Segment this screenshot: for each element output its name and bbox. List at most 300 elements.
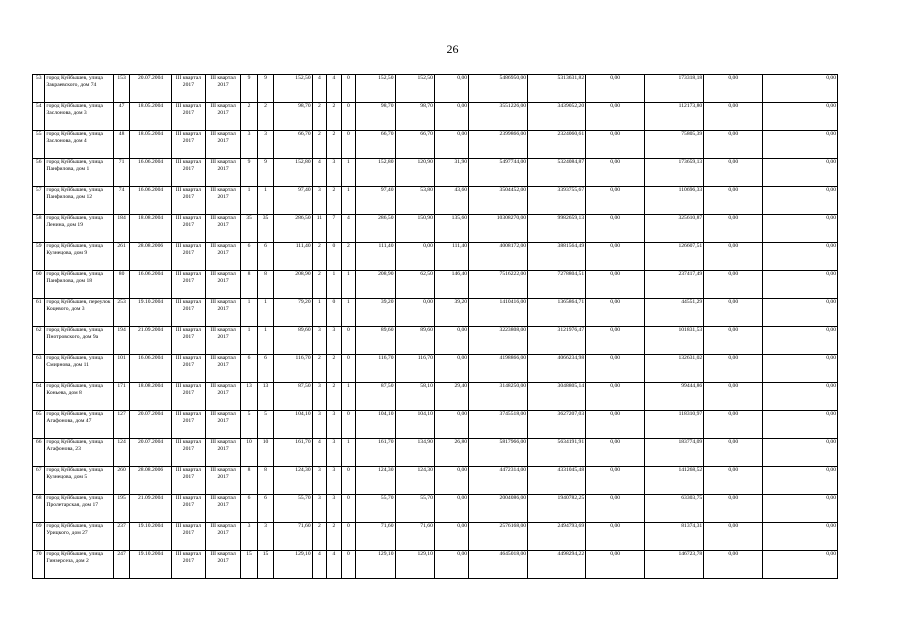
cell-row-number: 58 xyxy=(33,215,45,243)
cell-cost-other: 0,00 xyxy=(763,75,838,103)
cell-cost-local: 173318,18 xyxy=(645,75,704,103)
cell-area-total: 152,50 xyxy=(274,75,312,103)
cell-rooms-private: 4 xyxy=(327,75,342,103)
cell-rooms-total: 4 xyxy=(312,75,327,103)
cell-cost-total: 5817966,00 xyxy=(469,439,528,467)
cell-area-resettled: 286,50 xyxy=(356,215,395,243)
cell-row-number: 61 xyxy=(33,299,45,327)
cell-residents-relocated: 9 xyxy=(257,75,274,103)
cell-plan-end: III квартал 2017 xyxy=(205,495,240,523)
cell-cost-fund: 7278804,51 xyxy=(528,271,586,299)
cell-rooms-total: 2 xyxy=(312,243,327,271)
cell-area-private: 89,60 xyxy=(395,327,434,355)
cell-plan-end: III квартал 2017 xyxy=(205,355,240,383)
cell-area-municipal: 135,60 xyxy=(434,215,468,243)
cell-residents-relocated: 3 xyxy=(257,131,274,159)
cell-area-private: 66,70 xyxy=(395,131,434,159)
cell-address: город Куйбышев, улица Заслонова, дом 4 xyxy=(45,131,113,159)
cell-cost-local: 44551,29 xyxy=(645,299,704,327)
cell-doc-number: 48 xyxy=(113,131,130,159)
cell-cost-other: 0,00 xyxy=(763,327,838,355)
cell-rooms-private: 7 xyxy=(327,215,342,243)
cell-cost-regional: 0,00 xyxy=(586,243,645,271)
cell-row-number: 63 xyxy=(33,355,45,383)
cell-plan-start: III квартал 2017 xyxy=(171,131,205,159)
cell-cost-regional: 0,00 xyxy=(586,439,645,467)
cell-residents-relocated: 9 xyxy=(257,159,274,187)
cell-cost-extra: 0,00 xyxy=(704,355,763,383)
cell-cost-local: 99444,86 xyxy=(645,383,704,411)
cell-row-number: 66 xyxy=(33,439,45,467)
cell-cost-fund: 3439052,20 xyxy=(528,103,586,131)
cell-cost-total: 3551226,00 xyxy=(469,103,528,131)
cell-residents-planned: 8 xyxy=(241,467,258,495)
cell-residents-planned: 3 xyxy=(241,523,258,551)
cell-cost-other: 0,00 xyxy=(763,411,838,439)
cell-cost-regional: 0,00 xyxy=(586,187,645,215)
cell-cost-fund: 2324060,61 xyxy=(528,131,586,159)
table-row xyxy=(33,103,838,131)
cell-cost-regional: 0,00 xyxy=(586,131,645,159)
cell-address: город Куйбышев, улица Агафонова, дом 47 xyxy=(45,411,113,439)
cell-cost-regional: 0,00 xyxy=(586,355,645,383)
cell-cost-total: 3223808,00 xyxy=(469,327,528,355)
cell-area-resettled: 97,40 xyxy=(356,187,395,215)
table-row xyxy=(33,299,838,327)
cell-cost-extra: 0,00 xyxy=(704,131,763,159)
cell-cost-total: 2576168,00 xyxy=(469,523,528,551)
table-row xyxy=(33,467,838,495)
cell-residents-relocated: 1 xyxy=(257,327,274,355)
cell-area-total: 152,80 xyxy=(274,159,312,187)
cell-doc-date: 18.08.2004 xyxy=(130,215,171,243)
cell-plan-end: III квартал 2017 xyxy=(205,215,240,243)
cell-rooms-private: 1 xyxy=(327,271,342,299)
cell-doc-number: 153 xyxy=(113,75,130,103)
cell-cost-regional: 0,00 xyxy=(586,495,645,523)
table-row xyxy=(33,75,838,103)
cell-area-resettled: 39,20 xyxy=(356,299,395,327)
cell-cost-local: 132631,02 xyxy=(645,355,704,383)
cell-rooms-municipal: 0 xyxy=(341,131,356,159)
cell-plan-end: III квартал 2017 xyxy=(205,187,240,215)
cell-area-private: 71,60 xyxy=(395,523,434,551)
cell-row-number: 67 xyxy=(33,467,45,495)
cell-plan-end: III квартал 2017 xyxy=(205,159,240,187)
cell-doc-date: 16.06.2004 xyxy=(130,187,171,215)
cell-rooms-total: 2 xyxy=(312,355,327,383)
cell-cost-total: 2399866,00 xyxy=(469,131,528,159)
cell-area-total: 124,30 xyxy=(274,467,312,495)
cell-rooms-municipal: 0 xyxy=(341,411,356,439)
cell-plan-end: III квартал 2017 xyxy=(205,327,240,355)
cell-doc-date: 16.06.2004 xyxy=(130,159,171,187)
cell-cost-total: 4008172,00 xyxy=(469,243,528,271)
cell-area-resettled: 87,50 xyxy=(356,383,395,411)
cell-rooms-private: 3 xyxy=(327,411,342,439)
cell-rooms-private: 2 xyxy=(327,131,342,159)
cell-cost-local: 146723,78 xyxy=(645,551,704,579)
cell-cost-local: 183774,09 xyxy=(645,439,704,467)
cell-area-total: 97,40 xyxy=(274,187,312,215)
cell-cost-fund: 4498294,22 xyxy=(528,551,586,579)
cell-doc-date: 16.06.2004 xyxy=(130,355,171,383)
cell-area-municipal: 0,00 xyxy=(434,75,468,103)
cell-address: город Куйбышев, улица Панфилова, дом 12 xyxy=(45,187,113,215)
cell-cost-regional: 0,00 xyxy=(586,299,645,327)
cell-cost-fund: 3881564,49 xyxy=(528,243,586,271)
cell-cost-fund: 3393755,67 xyxy=(528,187,586,215)
cell-area-total: 111,40 xyxy=(274,243,312,271)
cell-residents-relocated: 13 xyxy=(257,383,274,411)
cell-rooms-private: 2 xyxy=(327,383,342,411)
cell-cost-total: 4645018,00 xyxy=(469,551,528,579)
cell-area-resettled: 152,50 xyxy=(356,75,395,103)
table-row xyxy=(33,187,838,215)
cell-area-total: 116,70 xyxy=(274,355,312,383)
cell-rooms-private: 3 xyxy=(327,439,342,467)
cell-rooms-municipal: 1 xyxy=(341,299,356,327)
cell-doc-number: 101 xyxy=(113,355,130,383)
cell-residents-relocated: 5 xyxy=(257,411,274,439)
cell-area-municipal: 0,00 xyxy=(434,495,468,523)
cell-area-private: 55,70 xyxy=(395,495,434,523)
cell-rooms-municipal: 1 xyxy=(341,439,356,467)
cell-area-municipal: 0,00 xyxy=(434,131,468,159)
cell-address: город Куйбышев, улица Панфилова, дом 18 xyxy=(45,271,113,299)
cell-cost-fund: 3048805,14 xyxy=(528,383,586,411)
cell-plan-start: III квартал 2017 xyxy=(171,159,205,187)
cell-residents-relocated: 6 xyxy=(257,495,274,523)
cell-cost-other: 0,00 xyxy=(763,523,838,551)
cell-plan-start: III квартал 2017 xyxy=(171,187,205,215)
cell-doc-number: 80 xyxy=(113,271,130,299)
cell-area-total: 71,60 xyxy=(274,523,312,551)
cell-area-resettled: 111,40 xyxy=(356,243,395,271)
cell-cost-other: 0,00 xyxy=(763,439,838,467)
cell-row-number: 54 xyxy=(33,103,45,131)
cell-cost-regional: 0,00 xyxy=(586,75,645,103)
cell-residents-planned: 15 xyxy=(241,551,258,579)
cell-address: город Куйбышев, улица Коньева, дом 8 xyxy=(45,383,113,411)
cell-cost-local: 110696,33 xyxy=(645,187,704,215)
cell-residents-relocated: 8 xyxy=(257,467,274,495)
cell-cost-local: 126607,51 xyxy=(645,243,704,271)
cell-residents-planned: 2 xyxy=(241,103,258,131)
cell-row-number: 53 xyxy=(33,75,45,103)
cell-rooms-total: 2 xyxy=(312,131,327,159)
cell-residents-planned: 1 xyxy=(241,299,258,327)
cell-area-resettled: 129,10 xyxy=(356,551,395,579)
cell-cost-extra: 0,00 xyxy=(704,523,763,551)
cell-doc-number: 171 xyxy=(113,383,130,411)
cell-cost-extra: 0,00 xyxy=(704,299,763,327)
cell-address: город Куйбышев, улица Ленина, дом 19 xyxy=(45,215,113,243)
cell-cost-extra: 0,00 xyxy=(704,215,763,243)
cell-plan-start: III квартал 2017 xyxy=(171,215,205,243)
cell-address: город Куйбышев, улица Урицкого, дом 27 xyxy=(45,523,113,551)
cell-rooms-total: 11 xyxy=(312,215,327,243)
cell-rooms-total: 3 xyxy=(312,467,327,495)
cell-cost-other: 0,00 xyxy=(763,355,838,383)
cell-cost-extra: 0,00 xyxy=(704,495,763,523)
cell-row-number: 60 xyxy=(33,271,45,299)
cell-plan-start: III квартал 2017 xyxy=(171,243,205,271)
cell-plan-end: III квартал 2017 xyxy=(205,383,240,411)
cell-residents-planned: 3 xyxy=(241,131,258,159)
cell-cost-extra: 0,00 xyxy=(704,187,763,215)
cell-cost-fund: 5634191,91 xyxy=(528,439,586,467)
cell-cost-other: 0,00 xyxy=(763,271,838,299)
table-row xyxy=(33,355,838,383)
cell-area-municipal: 0,00 xyxy=(434,411,468,439)
cell-plan-start: III квартал 2017 xyxy=(171,439,205,467)
cell-cost-fund: 1940782,25 xyxy=(528,495,586,523)
cell-residents-planned: 1 xyxy=(241,327,258,355)
cell-plan-start: III квартал 2017 xyxy=(171,523,205,551)
cell-cost-regional: 0,00 xyxy=(586,159,645,187)
cell-residents-planned: 9 xyxy=(241,159,258,187)
cell-cost-fund: 4331045,48 xyxy=(528,467,586,495)
cell-cost-local: 237417,49 xyxy=(645,271,704,299)
cell-doc-number: 195 xyxy=(113,495,130,523)
cell-area-municipal: 0,00 xyxy=(434,523,468,551)
cell-doc-number: 74 xyxy=(113,187,130,215)
cell-rooms-municipal: 0 xyxy=(341,495,356,523)
cell-area-resettled: 152,80 xyxy=(356,159,395,187)
cell-doc-number: 260 xyxy=(113,467,130,495)
cell-plan-start: III квартал 2017 xyxy=(171,467,205,495)
cell-row-number: 57 xyxy=(33,187,45,215)
cell-area-municipal: 0,00 xyxy=(434,103,468,131)
cell-cost-extra: 0,00 xyxy=(704,327,763,355)
cell-area-resettled: 104,10 xyxy=(356,411,395,439)
cell-address: город Куйбышев, улица Закраевского, дом 74 xyxy=(45,75,113,103)
cell-cost-extra: 0,00 xyxy=(704,551,763,579)
cell-row-number: 68 xyxy=(33,495,45,523)
cell-area-private: 104,10 xyxy=(395,411,434,439)
cell-cost-local: 325610,87 xyxy=(645,215,704,243)
cell-rooms-total: 1 xyxy=(312,299,327,327)
cell-residents-relocated: 8 xyxy=(257,271,274,299)
cell-rooms-municipal: 0 xyxy=(341,467,356,495)
cell-address: город Куйбышев, улица Агафонова, 23 xyxy=(45,439,113,467)
cell-area-private: 129,10 xyxy=(395,551,434,579)
cell-cost-regional: 0,00 xyxy=(586,523,645,551)
cell-cost-fund: 1365864,71 xyxy=(528,299,586,327)
cell-rooms-private: 3 xyxy=(327,495,342,523)
cell-area-municipal: 43,60 xyxy=(434,187,468,215)
cell-rooms-municipal: 1 xyxy=(341,187,356,215)
cell-cost-extra: 0,00 xyxy=(704,439,763,467)
cell-rooms-municipal: 4 xyxy=(341,215,356,243)
cell-rooms-total: 4 xyxy=(312,159,327,187)
cell-cost-regional: 0,00 xyxy=(586,215,645,243)
cell-address: город Куйбышев, улица Панфилова, дом 1 xyxy=(45,159,113,187)
cell-residents-planned: 10 xyxy=(241,439,258,467)
cell-plan-end: III квартал 2017 xyxy=(205,271,240,299)
table-row xyxy=(33,215,838,243)
cell-residents-planned: 8 xyxy=(241,271,258,299)
cell-rooms-private: 2 xyxy=(327,187,342,215)
cell-cost-fund: 5313631,82 xyxy=(528,75,586,103)
cell-area-private: 58,10 xyxy=(395,383,434,411)
cell-rooms-municipal: 1 xyxy=(341,159,356,187)
cell-address: город Куйбышев, переулок Коцевого, дом 3 xyxy=(45,299,113,327)
cell-rooms-total: 4 xyxy=(312,551,327,579)
cell-rooms-municipal: 0 xyxy=(341,75,356,103)
table-row xyxy=(33,523,838,551)
table-row xyxy=(33,411,838,439)
cell-doc-date: 20.07.2004 xyxy=(130,439,171,467)
cell-cost-local: 101831,53 xyxy=(645,327,704,355)
cell-cost-total: 5497744,00 xyxy=(469,159,528,187)
cell-area-private: 62,50 xyxy=(395,271,434,299)
cell-cost-fund: 4066234,98 xyxy=(528,355,586,383)
cell-rooms-municipal: 1 xyxy=(341,383,356,411)
cell-area-total: 79,20 xyxy=(274,299,312,327)
page-number: 26 xyxy=(446,42,459,56)
cell-cost-total: 10308270,00 xyxy=(469,215,528,243)
cell-doc-date: 19.10.2004 xyxy=(130,551,171,579)
cell-cost-total: 1410416,00 xyxy=(469,299,528,327)
cell-area-municipal: 0,00 xyxy=(434,551,468,579)
cell-doc-number: 184 xyxy=(113,215,130,243)
cell-cost-extra: 0,00 xyxy=(704,75,763,103)
cell-doc-date: 20.07.2004 xyxy=(130,75,171,103)
table-row xyxy=(33,495,838,523)
cell-plan-end: III квартал 2017 xyxy=(205,439,240,467)
cell-area-private: 116,70 xyxy=(395,355,434,383)
cell-doc-date: 19.10.2004 xyxy=(130,299,171,327)
cell-cost-local: 81374,31 xyxy=(645,523,704,551)
cell-cost-extra: 0,00 xyxy=(704,159,763,187)
cell-area-private: 150,90 xyxy=(395,215,434,243)
cell-cost-total: 7516222,00 xyxy=(469,271,528,299)
cell-cost-regional: 0,00 xyxy=(586,467,645,495)
cell-cost-other: 0,00 xyxy=(763,467,838,495)
cell-rooms-private: 2 xyxy=(327,355,342,383)
cell-address: город Куйбышев, улица Пролетарская, дом 17 xyxy=(45,495,113,523)
cell-cost-total: 3745518,00 xyxy=(469,411,528,439)
cell-cost-other: 0,00 xyxy=(763,159,838,187)
cell-cost-regional: 0,00 xyxy=(586,327,645,355)
cell-cost-other: 0,00 xyxy=(763,551,838,579)
cell-residents-relocated: 15 xyxy=(257,551,274,579)
cell-row-number: 62 xyxy=(33,327,45,355)
cell-address: город Куйбышев, улица Смирнова, дом 11 xyxy=(45,355,113,383)
cell-plan-end: III квартал 2017 xyxy=(205,551,240,579)
table-row xyxy=(33,131,838,159)
cell-doc-number: 71 xyxy=(113,159,130,187)
cell-rooms-private: 3 xyxy=(327,159,342,187)
cell-rooms-private: 3 xyxy=(327,327,342,355)
cell-cost-total: 3148250,00 xyxy=(469,383,528,411)
cell-area-total: 66,70 xyxy=(274,131,312,159)
cell-area-resettled: 98,70 xyxy=(356,103,395,131)
cell-plan-start: III квартал 2017 xyxy=(171,299,205,327)
cell-doc-date: 18.05.2004 xyxy=(130,103,171,131)
cell-cost-local: 173659,13 xyxy=(645,159,704,187)
cell-rooms-municipal: 0 xyxy=(341,327,356,355)
cell-area-municipal: 26,80 xyxy=(434,439,468,467)
cell-area-resettled: 124,30 xyxy=(356,467,395,495)
cell-doc-date: 18.08.2004 xyxy=(130,383,171,411)
cell-rooms-total: 3 xyxy=(312,411,327,439)
cell-plan-start: III квартал 2017 xyxy=(171,327,205,355)
cell-cost-other: 0,00 xyxy=(763,299,838,327)
cell-area-total: 208,90 xyxy=(274,271,312,299)
cell-residents-relocated: 35 xyxy=(257,215,274,243)
cell-area-private: 98,70 xyxy=(395,103,434,131)
cell-doc-number: 124 xyxy=(113,439,130,467)
cell-residents-planned: 1 xyxy=(241,187,258,215)
cell-area-total: 98,70 xyxy=(274,103,312,131)
cell-rooms-total: 2 xyxy=(312,523,327,551)
cell-rooms-municipal: 0 xyxy=(341,551,356,579)
cell-area-private: 120,90 xyxy=(395,159,434,187)
cell-cost-extra: 0,00 xyxy=(704,243,763,271)
cell-cost-total: 5486950,00 xyxy=(469,75,528,103)
cell-area-resettled: 89,60 xyxy=(356,327,395,355)
cell-cost-regional: 0,00 xyxy=(586,551,645,579)
cell-plan-start: III квартал 2017 xyxy=(171,75,205,103)
cell-area-private: 0,00 xyxy=(395,299,434,327)
cell-rooms-total: 3 xyxy=(312,327,327,355)
cell-doc-date: 21.09.2004 xyxy=(130,495,171,523)
cell-cost-total: 4198866,00 xyxy=(469,355,528,383)
cell-cost-regional: 0,00 xyxy=(586,271,645,299)
cell-doc-number: 253 xyxy=(113,299,130,327)
cell-rooms-private: 4 xyxy=(327,551,342,579)
cell-area-resettled: 161,70 xyxy=(356,439,395,467)
cell-cost-total: 3504452,00 xyxy=(469,187,528,215)
cell-cost-fund: 3121976,47 xyxy=(528,327,586,355)
cell-residents-relocated: 6 xyxy=(257,355,274,383)
cell-cost-local: 118310,97 xyxy=(645,411,704,439)
cell-plan-start: III квартал 2017 xyxy=(171,551,205,579)
cell-rooms-private: 3 xyxy=(327,467,342,495)
cell-address: город Куйбышев, улица Заслонова, дом 3 xyxy=(45,103,113,131)
table-row xyxy=(33,439,838,467)
cell-doc-number: 47 xyxy=(113,103,130,131)
cell-cost-fund: 2494793,69 xyxy=(528,523,586,551)
cell-plan-start: III квартал 2017 xyxy=(171,495,205,523)
cell-area-municipal: 146,40 xyxy=(434,271,468,299)
cell-residents-relocated: 10 xyxy=(257,439,274,467)
cell-cost-other: 0,00 xyxy=(763,103,838,131)
cell-doc-number: 237 xyxy=(113,523,130,551)
table-row xyxy=(33,327,838,355)
cell-plan-end: III квартал 2017 xyxy=(205,75,240,103)
cell-doc-number: 247 xyxy=(113,551,130,579)
cell-area-private: 0,00 xyxy=(395,243,434,271)
cell-residents-relocated: 2 xyxy=(257,103,274,131)
cell-cost-other: 0,00 xyxy=(763,215,838,243)
cell-area-total: 89,60 xyxy=(274,327,312,355)
cell-area-private: 152,50 xyxy=(395,75,434,103)
cell-plan-start: III квартал 2017 xyxy=(171,411,205,439)
cell-cost-local: 112173,80 xyxy=(645,103,704,131)
cell-doc-date: 20.07.2004 xyxy=(130,411,171,439)
cell-rooms-total: 3 xyxy=(312,187,327,215)
cell-row-number: 70 xyxy=(33,551,45,579)
table-body xyxy=(33,75,838,579)
cell-area-municipal: 29,40 xyxy=(434,383,468,411)
cell-area-municipal: 0,00 xyxy=(434,327,468,355)
cell-plan-start: III квартал 2017 xyxy=(171,383,205,411)
cell-row-number: 55 xyxy=(33,131,45,159)
